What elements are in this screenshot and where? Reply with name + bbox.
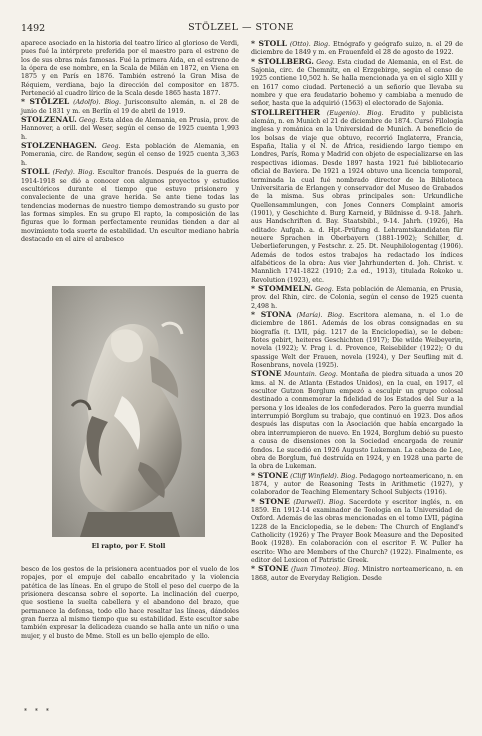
entry-stoll-continued: besco de los gestos de la prisionera acentuados por el vuelo de los ropajes, por el empuje del caballo encabritado y la violencia patética de las líneas. En el grupo de Stoll el peso del cuerpo de la prisionera descansa sobre el soporte. La inclinación del cuerpo, que sostiene la suelta cabellera y el abandono del brazo, que permanece la defensa, todo ello hace resaltar las líneas, dándoles gran fuerza al mismo tiempo que su estabilidad. Este escultor sabe también expresar la delicadeza cuando se halla ante un niño o una mujer, y el busto de Mme. Stoll es un bello ejemplo de ello. [21,566,239,640]
entry-stone-darwell: * STONE (Darwell). Biog. Sacerdote y escritor inglés, n. en 1859. En 1912-14 examinador de Teología en la Universidad de Oxford. Además de las obras mencionadas en el tomo LVII, página 1228 de la Enciclopedia, se le deben: The Church of England's Catholicity (1926) y The Prayer Book Measure and the Deposited Book (1928). En colaboración con el escritor F. W. Puller ha escrito: Who are Members of the Church? (1922). Finalmente, es editor del Lexicon of Patristic Greek. [251,496,463,564]
entry-continuation: aparece asociado en la historia del teatro lírico al glorioso de Verdi, pues fué la intérprete preferida por el maestro para el estreno de los de sus obras más famosas. Fué la primera Aida, en el estreno de la ópera de ese nombre, en la Scala de Milán en 1872, en Viena en 1875 y en París en 1876. También estrenó la Gran Misa de Réquiem, verdiana, bajo la dirección del compositor en 1875. Perteneció al cuadro lírico de la Scala desde 1865 hasta 1877. [21,40,239,98]
entry-stolzenhagen: STOLZENHAGEN. Geog. Esta población de Alemania, en Pomerania, circ. de Randow, según el censo de 1925 cuenta 3,363 h. [21,141,239,167]
entry-stommeln: * STOMMELN. Geog. Esta población de Alemania, en Prusia, prov. del Rhin, circ. de Colonia, según el censo de 1925 cuenta 2,498 h. [251,283,463,310]
entry-stollreither: STOLLREITHER (Eugenio). Biog. Erudito y publicista alemán, n. en Munich el 21 de diciembre de 1874. Cursó Filología inglesa y románica en la Universidad de Munich. A beneficio de los bolsas de viaje que obtuvo, recorrió Inglaterra, Francia, España, Italia y el N. de África, residiendo largo tiempo en Londres, París, Roma y Madrid con objeto de especializarse en las respectivas idiomas. Desde 1897 hasta 1921 fué bibliotecario oficial de Baviera. De 1921 a 1924 obtuvo una licencia temporal, terminada la cual fué nombrado director de la Biblioteca Universitaria de Erlangen y conservador del Museo de Grabados de la misma. Sus obras principales son: Urkundliche Quellensammlungen, con Jones Conners Complaint amoris (1901), y Geschichte d. Burg Karneid, y Bildnisse d. 9-18. Jahrh. aus Handschriften d. Bay. Staatsbibl., 9-14. Jahrh. (1926), Ha editado: Aufgab. a. d. Hpt.-Prüfung d. Lehramtskandidaten für neuere Sprachen in Oberbayern (1881-1902); Schiller, d. Ueberlieferungen, y Festschr. z. 25. Dt. Neuphilologentag (1906). Además de todos estos trabajos ha redactado los índices alfabéticos de la obra: Aus vier Jahrhunderten d. Joh. Christ. v. Mannlich 1741-1822 (1910; 2.a ed., 1913), titulada Rokoko u. Revolution (1923), etc. [251,107,463,284]
footer-marks: * * * [24,708,52,715]
left-column-bottom [21,566,239,641]
photo-caption: El rapto, por F. Stoll [91,542,166,550]
left-column [21,40,239,244]
entry-stone-cliff: * STONE (Cliff Winfield). Biog. Pedagogo norteamericano, n. en 1874, y autor de Reasoning Tests in Arithmetic (1927), y colaborador de Teaching Elementary School Subjects (1916). [251,470,463,497]
sculpture-photo [52,286,205,537]
entry-stollberg: * STOLLBERG. Geog. Esta ciudad de Alemania, en el Est. de Sajonia, circ. de Chemnitz, en el Erzgebirge, según el censo de 1925 contiene 10,502 h. Se halla mencionada ya en el siglo XIII y en 1617 como ciudad. Perteneció a un señorío que llevaba su nombre y que era feudatario bohemo y cambiaba a menudo de señor, hasta que la adquirió (1563) el electorado de Sajonia. [251,56,463,108]
entry-stona: * STONA (María). Biog. Escritora alemana, n. el 1.o de diciembre de 1861. Además de los obras consignadas en su biografía (t. LVII, pág. 1217 de la Enciclopedia), se le deben: Rotes gebirt, heiteres Geschichten (1917); Die wilde Weibeyerin, novela (1922); V. Prag i. d. Provence, Reisebilder (1922); O du spassige Welt der Frauen, novela (1924), y Der Seufling mit d. Rosenbrans, novela (1925). [251,310,463,370]
entry-stoll-fedy: STOLL (Fedy). Biog. Escultor francés. Después de la guerra de 1914-1918 se dió a conocer con algunos proyectos y estudios escultóricos durante el tiempo que estuvo prisionero y convaleciente de una grave herida. Se ante tiene todas las tendencias modernas de nuestro tiempo demostrando su gusto por las formas simples. En su grupo El rapto, la composición de las figuras que lo forman perfectamente reunidas tienden a dar al movimiento toda suerte de estabilidad. Un escultor mediano habría destacado en el aire el arabesco [21,167,239,243]
entry-stone-mountain: STONE Mountain. Geog. Montaña de piedra situada a unos 20 kms. al N. de Atlanta (Estados Unidos), en la cual, en 1917, el escultor Gutzon Borglum empezó a esculpir un grupo colosal destinado a conmemorar la fidelidad de los Estados del Sur a la persona y los ideales de los confederados. Pero la guerra mundial interrumpió Borglum su trabajo, que continuó en 1923. Dos años después las disputas con la Asociación que había encargado la obra interrumpieron de nuevo. En 1924, Borglum debió su puesto a causa de disensiones con la Sociedad encargada de reunir fondos. Le sucedió en 1926 Augusto Lukeman. La cabeza de Lee, obra de Borglum, fué destruída en 1924, y en 1928 una parte de la obra de Lukeman. [251,369,463,471]
entry-stolzel: * STÖLZEL (Adolfo). Biog. Jurisconsulto alemán, n. el 28 de junio de 1831 y m. en Berlín el 19 de abril de 1919. [21,97,239,115]
entry-stone-juan: * STONE (Juan Timoteo). Biog. Ministro norteamericano, n. en 1868, autor de Everyday Religion. Desde [251,564,464,582]
entry-stolzenau: STOLZENAU. Geog. Esta aldea de Alemania, en Prusia, prov. de Hannover, a orill. del Weser, según el censo de 1925 cuenta 1,993 h. [21,115,239,141]
entry-stoll-otto: * STOLL (Otto). Biog. Etnógrafo y geógrafo suizo, n. el 29 de diciembre de 1849 y m. en Frauenfeld el 28 de agosto de 1922. [251,39,464,57]
running-head: STÖLZEL — STONE [188,22,294,33]
right-column [251,40,463,583]
page-number: 1492 [21,23,46,34]
